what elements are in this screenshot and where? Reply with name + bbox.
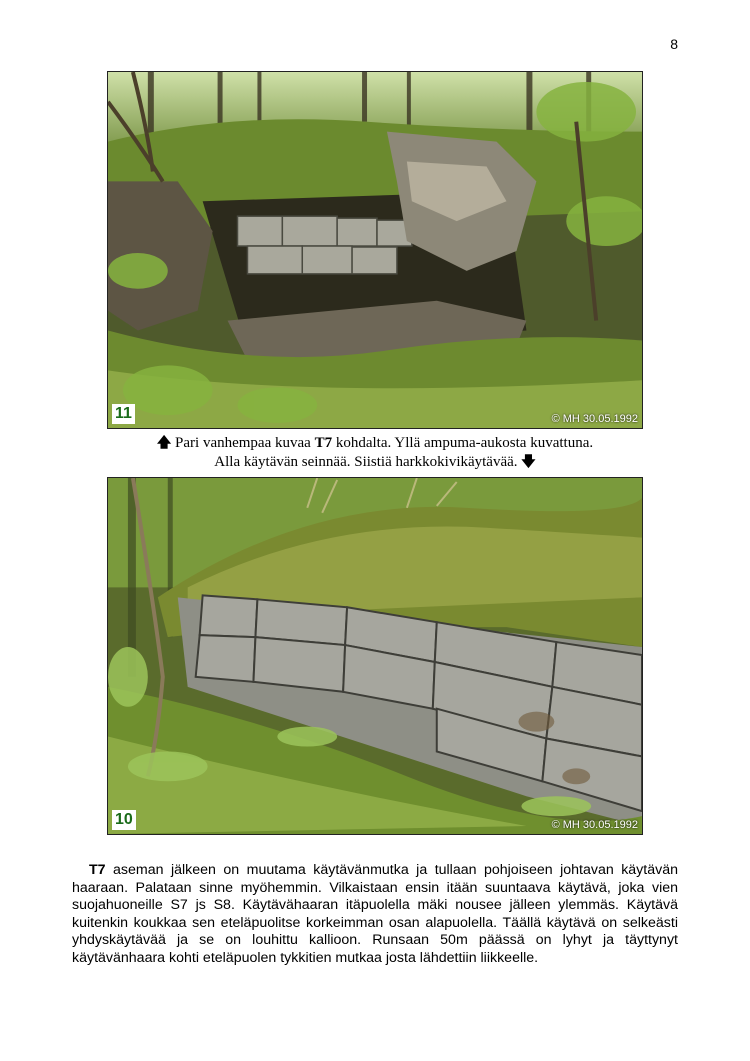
photo-trench-wall xyxy=(107,477,643,835)
page-number: 8 xyxy=(670,36,678,52)
photo-caption xyxy=(107,434,643,472)
photo-11-image xyxy=(108,72,642,428)
photo-trench-opening xyxy=(107,71,643,429)
body-paragraph xyxy=(72,862,678,967)
caption-line-2 xyxy=(107,453,643,472)
photo-credit: © MH 30.05.1992 xyxy=(551,413,638,425)
caption-line-2-text: Alla käytävän seinnää. Siistiä harkkokivikäytävää. xyxy=(214,454,518,470)
photo-credit: © MH 30.05.1992 xyxy=(551,819,638,831)
caption-line-1 xyxy=(107,434,643,453)
caption-line-1-text-end: kohdalta. Yllä ampuma-aukosta kuvattuna. xyxy=(332,435,594,451)
body-bold-lead: T7 xyxy=(89,862,106,878)
arrow-down-icon: 🡇 xyxy=(521,454,536,470)
arrow-up-icon: 🡅 xyxy=(156,435,172,451)
photo-10-image xyxy=(108,478,642,834)
caption-line-1-bold: T7 xyxy=(314,435,333,451)
caption-line-1-text: Pari vanhempaa kuvaa xyxy=(175,435,315,451)
photo-number-label: 11 xyxy=(112,404,135,424)
body-text: aseman jälkeen on muutama käytävänmutka ja tullaan pohjoiseen johtavan käytävän haaraan. Palataan sinne myöhemmin. Vilkaistaan ensin itään suuntaava käytävä, joka vien suojahuoneille S7 js S8. Käytävähaaran itäpuolella mäki nousee jälleen ylemmäs. Käytävä kuitenkin koukkaa sen eteläpuolitse korkeimman osan alapuolella. Täällä käytävä on selkeästi yhdyskäytävää ja se on louhittu kallioon. Runsaan 50m päässä on lyhyt ja täyttynyt käytävänhaara kohti eteläpuolen tykkitien mutkaa josta lähdettiin liikkeelle. xyxy=(72,862,678,966)
photo-number-label: 10 xyxy=(112,810,136,830)
